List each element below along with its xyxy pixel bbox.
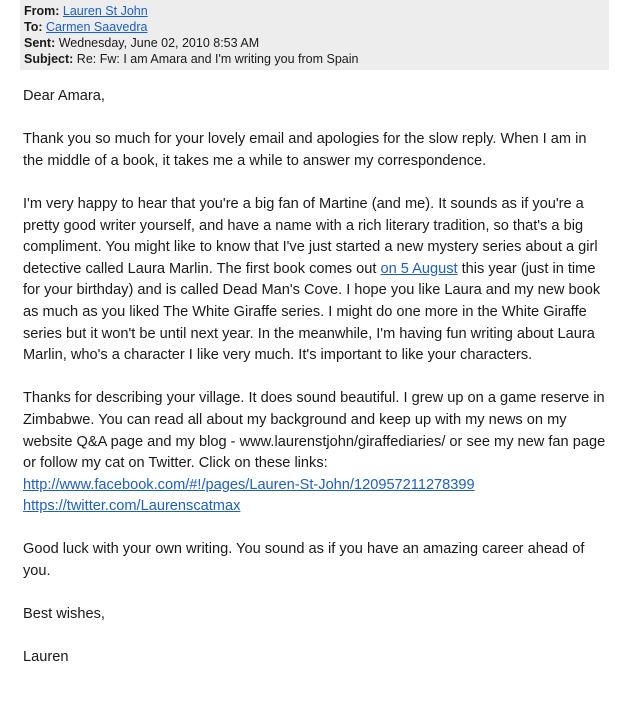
to-label: To:: [24, 20, 43, 34]
twitter-link[interactable]: https://twitter.com/Laurenscatmax: [23, 498, 241, 515]
from-row: [24, 3, 609, 19]
closing: Best wishes,: [23, 606, 105, 623]
signature: Lauren: [23, 649, 69, 666]
email-header: [20, 0, 609, 70]
paragraph-3-text: Thanks for describing your village. It does sound beautiful. I grew up on a game reserve in Zimbabwe. You can read all about my background and keep up with my news on my website Q&A page and my blog - www.laurenstjohn/giraffediaries/ or see my new fan page or follow my cat on Twitter. Click on these links:: [23, 390, 606, 472]
paragraph-2: [23, 194, 608, 367]
facebook-link[interactable]: http://www.facebook.com/#!/pages/Lauren-St-John/120957211278399: [23, 476, 475, 493]
from-link[interactable]: Lauren St John: [62, 4, 148, 18]
email-body: [23, 86, 608, 691]
paragraph-1: Thank you so much for your lovely email and apologies for the slow reply. When I am in the middle of a book, it takes me a while to answer my correspondence.: [23, 131, 587, 169]
sent-value: Wednesday, June 02, 2010 8:53 AM: [58, 36, 260, 50]
paragraph-2-text-a: I'm very happy to hear that you're a big fan of Martine (and me). It sounds as if you're a pretty good writer yourself, and have a name with a rich literary tradition, so that's a big compliment. You might like to know that I've just started a new mystery series about a girl detective called Laura Marlin. The first book comes out: [23, 195, 598, 277]
subject-row: [24, 51, 609, 67]
sent-row: [24, 35, 609, 51]
subject-label: Subject:: [24, 52, 74, 66]
paragraph-3: [23, 388, 608, 518]
subject-value: Re: Fw: I am Amara and I'm writing you from Spain: [76, 52, 359, 66]
sent-label: Sent:: [24, 36, 56, 50]
to-row: [24, 19, 609, 35]
to-link[interactable]: Carmen Saavedra: [46, 20, 148, 34]
greeting: Dear Amara,: [23, 88, 105, 104]
from-label: From:: [24, 4, 60, 18]
paragraph-4: Good luck with your own writing. You sound as if you have an amazing career ahead of you.: [23, 541, 585, 580]
paragraph-2-text-b: this year (just in time for your birthday) and is called Dead Man's Cove. I hope you like Laura and my new book as much as you liked The White Giraffe series. I might do one more in the White Giraffe series but it won't be until next year. In the meanwhile, I'm having fun writing about Laura Marlin, who's a character I like very much. It's important to like your characters.: [23, 260, 601, 364]
date-link[interactable]: on 5 August: [380, 260, 458, 277]
